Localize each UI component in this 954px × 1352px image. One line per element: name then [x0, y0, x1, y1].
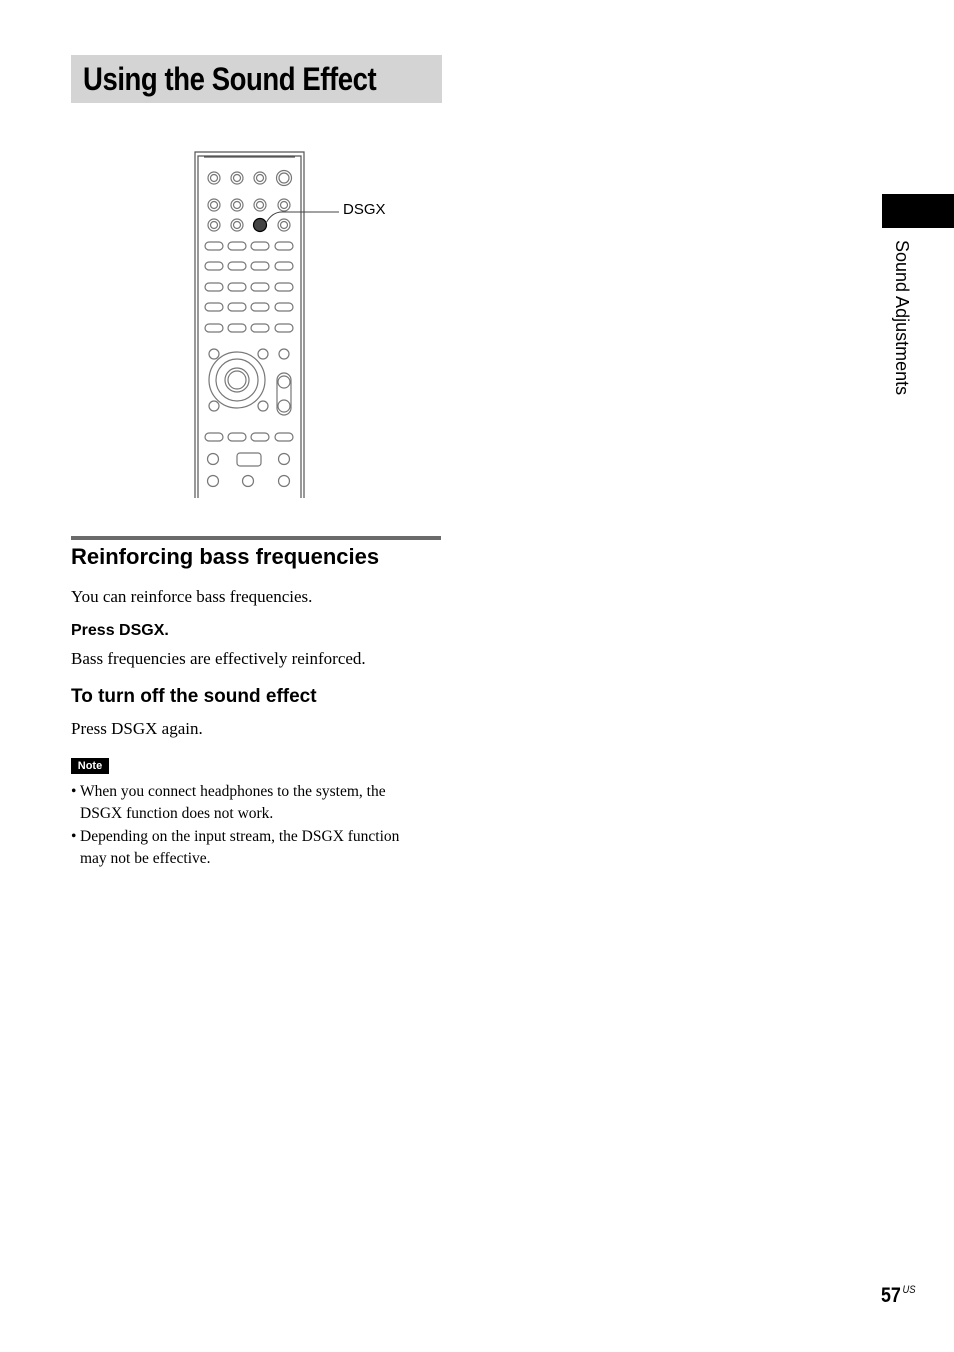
round-button-inner [257, 202, 264, 209]
pill-button [228, 303, 246, 311]
volume-plus [278, 376, 290, 388]
section-intro: You can reinforce bass frequencies. [71, 587, 313, 606]
title-bar [71, 55, 442, 103]
section-heading: Reinforcing bass frequencies [71, 544, 380, 569]
pill-button [228, 262, 246, 270]
round-button-inner [281, 202, 288, 209]
pill-button [228, 433, 246, 441]
note-item-line: When you connect headphones to the system, the [80, 783, 386, 800]
dsgx-button [254, 219, 267, 232]
pill-button [251, 262, 269, 270]
pill-button [275, 242, 293, 250]
step-instruction: Press DSGX. [71, 622, 169, 639]
round-button [243, 476, 254, 487]
section-rule [71, 536, 441, 540]
volume-minus [278, 400, 290, 412]
round-button-inner [257, 175, 264, 182]
round-button [258, 349, 268, 359]
page-number-value: 57 [881, 1284, 901, 1307]
round-button [279, 349, 289, 359]
sidebar-section-label: Sound Adjustments [892, 240, 912, 396]
pill-button [275, 324, 293, 332]
round-button [209, 349, 219, 359]
round-button-inner [211, 202, 218, 209]
round-button-inner [211, 175, 218, 182]
round-button-inner [234, 175, 241, 182]
pill-button [228, 242, 246, 250]
subsection-heading: To turn off the sound effect [71, 686, 317, 707]
callout-leader-line [266, 212, 339, 223]
pill-button [251, 303, 269, 311]
pill-button [251, 324, 269, 332]
note-item-line: DSGX function does not work. [80, 804, 274, 822]
round-button-inner [234, 222, 241, 229]
note-item [71, 781, 443, 824]
pill-button [251, 242, 269, 250]
pill-button [275, 283, 293, 291]
pill-button [275, 303, 293, 311]
bullet-icon: • [71, 783, 77, 800]
note-badge: Note [71, 758, 109, 774]
note-item-line: may not be effective. [80, 849, 211, 867]
round-button [208, 454, 219, 465]
round-button [209, 401, 219, 411]
note-list [71, 781, 443, 871]
page-title: Using the Sound Effect [83, 61, 377, 97]
round-button [279, 476, 290, 487]
step-result: Bass frequencies are effectively reinforced. [71, 649, 366, 668]
round-button [258, 401, 268, 411]
play-button [237, 453, 261, 466]
page-number-suffix: US [902, 1284, 916, 1296]
dsgx-callout-label: DSGX [343, 201, 386, 218]
round-button [279, 454, 290, 465]
note-item [71, 826, 443, 869]
note-item-line: Depending on the input stream, the DSGX function [80, 828, 400, 845]
round-button-inner [279, 173, 289, 183]
pill-button [205, 303, 223, 311]
round-button-inner [281, 222, 288, 229]
pill-button [251, 433, 269, 441]
round-button-inner [211, 222, 218, 229]
pill-button [205, 324, 223, 332]
bullet-icon: • [71, 828, 77, 845]
subsection-text: Press DSGX again. [71, 719, 203, 738]
pill-button [275, 433, 293, 441]
round-button-inner [234, 202, 241, 209]
pill-button [205, 283, 223, 291]
round-button [208, 476, 219, 487]
pill-button [228, 324, 246, 332]
dpad-center-inner [228, 371, 246, 389]
pill-button [228, 283, 246, 291]
pill-button [205, 433, 223, 441]
page-number [881, 1284, 916, 1308]
pill-button [205, 262, 223, 270]
pill-button [275, 262, 293, 270]
section-tab-marker [882, 194, 954, 228]
pill-button [251, 283, 269, 291]
pill-button [205, 242, 223, 250]
